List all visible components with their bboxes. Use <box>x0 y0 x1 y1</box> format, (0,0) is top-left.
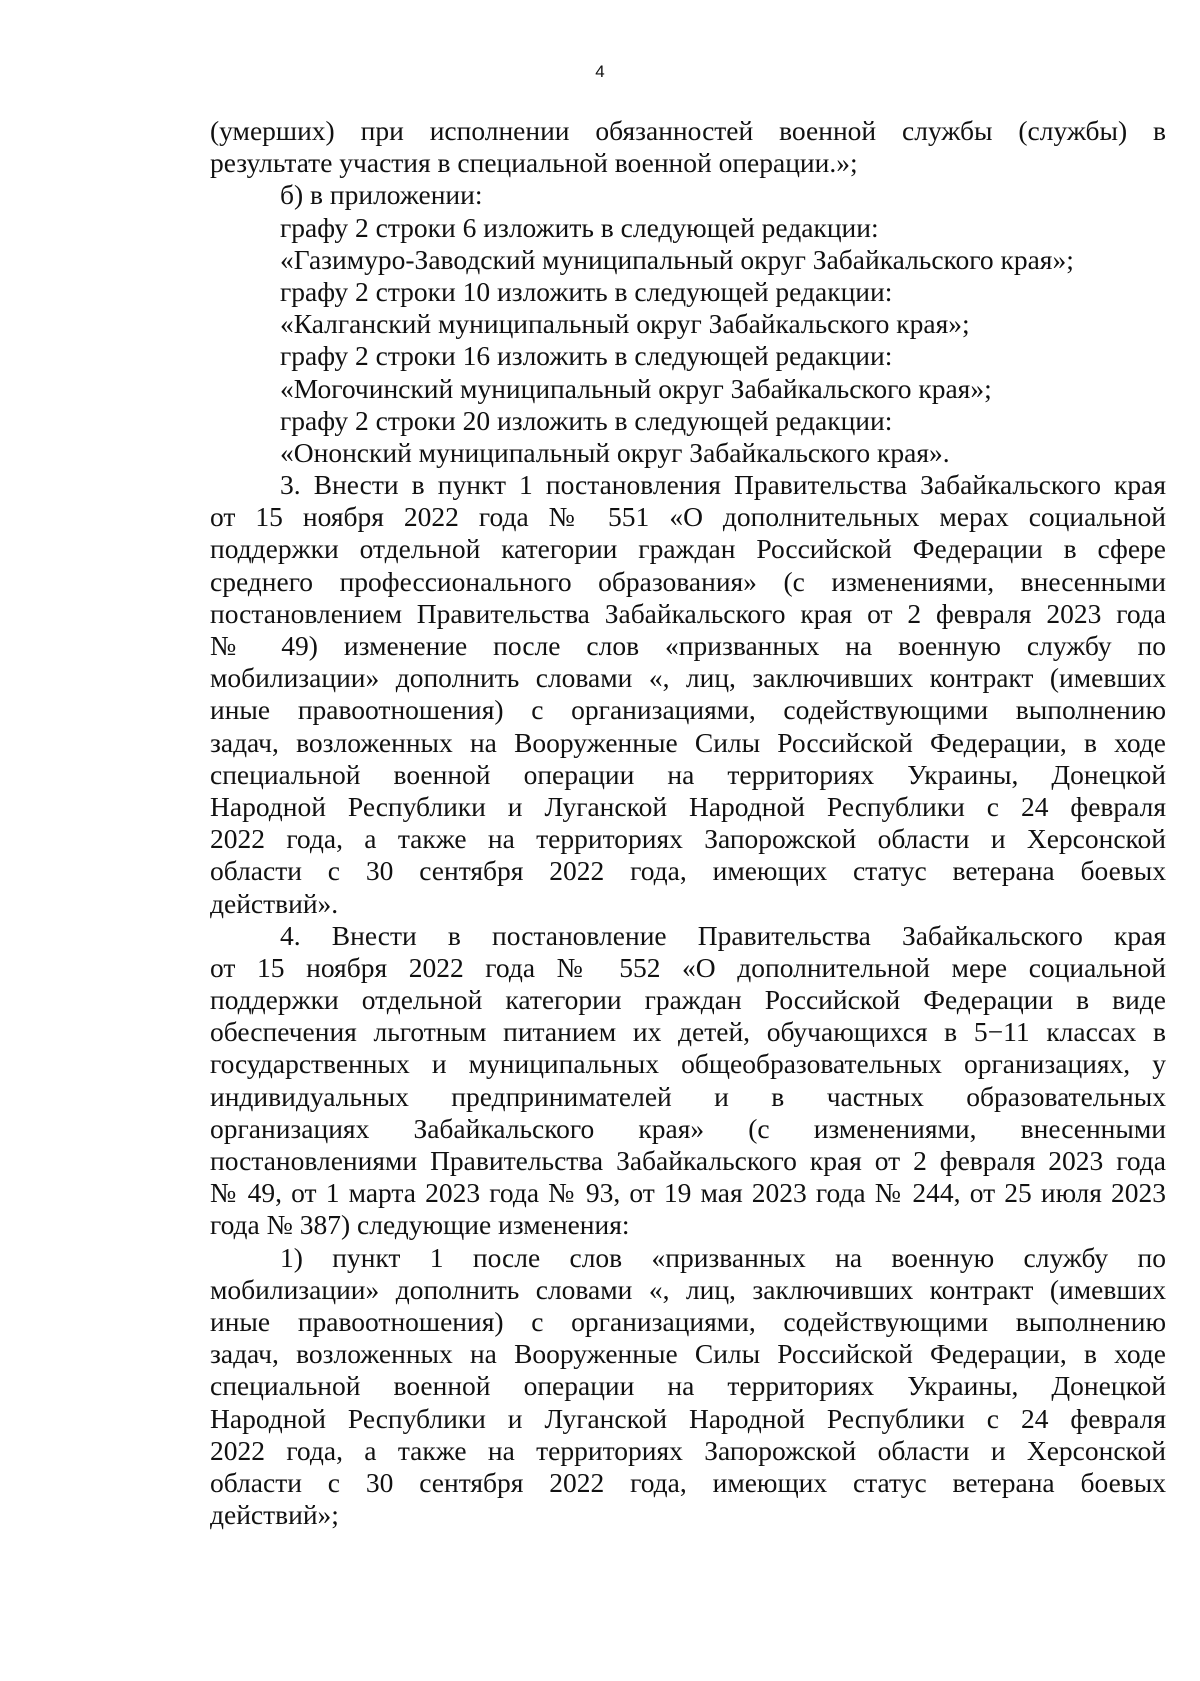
text-line: задач, возложенных на Вооруженные Силы Российской Федерации, в ходе <box>210 1338 1166 1370</box>
text-line: 3. Внести в пункт 1 постановления Правительства Забайкальского края <box>280 469 1166 501</box>
text-line: действий»; <box>210 1499 339 1531</box>
text-line: № 49, от 1 марта 2023 года № 93, от 19 мая 2023 года № 244, от 25 июля 2023 <box>210 1177 1166 1209</box>
text-line: б) в приложении: <box>280 179 483 211</box>
text-line: № 49) изменение после слов «призванных на военную службу по <box>210 630 1166 661</box>
text-line: графу 2 строки 16 изложить в следующей редакции: <box>280 340 893 372</box>
text-line: обеспечения льготным питанием их детей, обучающихся в 5−11 классах в <box>210 1016 1166 1048</box>
text-line: среднего профессионального образования» (с изменениями, внесенными <box>210 565 1166 597</box>
text-line: 1) пункт 1 после слов «призванных на военную службу по <box>280 1241 1166 1273</box>
text-line: «Калганский муниципальный округ Забайкальского края»; <box>280 308 970 340</box>
text-line: (умерших) при исполнении обязанностей военной службы (службы) в <box>210 115 1166 146</box>
page-number: 4 <box>595 62 605 81</box>
text-line: постановлением Правительства Забайкальского края от 2 февраля 2023 года <box>210 597 1166 629</box>
text-line: от 15 ноября 2022 года № 552 «О дополнительной мере социальной <box>210 951 1166 983</box>
text-line: области с 30 сентября 2022 года, имеющих статус ветерана боевых <box>210 1466 1166 1498</box>
text-line: мобилизации» дополнить словами «, лиц, заключивших контракт (имевших <box>210 1273 1166 1305</box>
text-line: «Ононский муниципальный округ Забайкальского края». <box>280 436 950 468</box>
text-line: мобилизации» дополнить словами «, лиц, заключивших контракт (имевших <box>210 662 1166 694</box>
text-line: организациях Забайкальского края» (с изменениями, внесенными <box>210 1112 1166 1144</box>
text-line: государственных и муниципальных общеобразовательных организациях, у <box>210 1048 1166 1080</box>
text-line: задач, возложенных на Вооруженные Силы Российской Федерации, в ходе <box>210 726 1166 758</box>
text-line: 2022 года, а также на территориях Запорожской области и Херсонской <box>210 1434 1166 1466</box>
text-line: Народной Республики и Луганской Народной Республики с 24 февраля <box>210 1402 1166 1434</box>
text-line: поддержки отдельной категории граждан Российской Федерации в виде <box>210 984 1166 1016</box>
text-line: иные правоотношения) с организациями, содействующими выполнению <box>210 694 1166 726</box>
text-line: результате участия в специальной военной операции.»; <box>210 147 858 179</box>
document-body <box>210 115 1166 1531</box>
text-line: иные правоотношения) с организациями, содействующими выполнению <box>210 1305 1166 1337</box>
text-line: «Могочинский муниципальный округ Забайкальского края»; <box>280 372 992 404</box>
text-line: от 15 ноября 2022 года № 551 «О дополнительных мерах социальной <box>210 501 1166 533</box>
text-line: графу 2 строки 20 изложить в следующей редакции: <box>280 404 893 436</box>
text-line: постановлениями Правительства Забайкальского края от 2 февраля 2023 года <box>210 1145 1166 1176</box>
text-line: графу 2 строки 10 изложить в следующей редакции: <box>280 275 893 307</box>
text-line: графу 2 строки 6 изложить в следующей редакции: <box>280 211 879 243</box>
text-line: 4. Внести в постановление Правительства Забайкальского края <box>280 919 1166 951</box>
text-line: года № 387) следующие изменения: <box>210 1209 630 1241</box>
text-line: Народной Республики и Луганской Народной Республики с 24 февраля <box>210 790 1166 822</box>
text-line: индивидуальных предпринимателей и в частных образовательных <box>210 1080 1166 1112</box>
text-line: 2022 года, а также на территориях Запорожской области и Херсонской <box>210 823 1166 855</box>
text-line: области с 30 сентября 2022 года, имеющих статус ветерана боевых <box>210 855 1166 887</box>
text-line: поддержки отдельной категории граждан Российской Федерации в сфере <box>210 533 1166 565</box>
text-line: специальной военной операции на территориях Украины, Донецкой <box>210 1370 1166 1402</box>
text-line: «Газимуро-Заводский муниципальный округ Забайкальского края»; <box>280 243 1074 275</box>
text-line: действий». <box>210 887 339 919</box>
text-line: специальной военной операции на территориях Украины, Донецкой <box>210 758 1166 790</box>
